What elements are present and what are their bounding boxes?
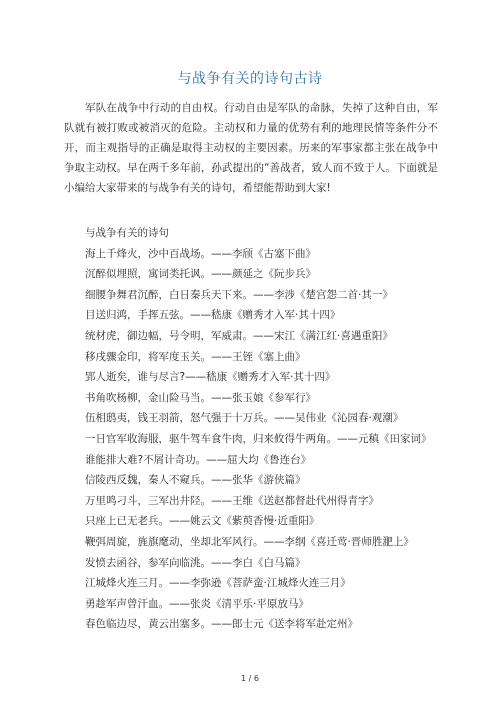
list-item: 发愤去函谷，参军向临洮。——李白《白马篇》 [85, 556, 306, 569]
list-item: 谁能排大难?不屑计奇功。——屈大均《鲁连台》 [85, 453, 312, 466]
list-item: 海上千烽火，沙中百战场。——李颀《古塞下曲》 [85, 247, 316, 260]
list-item: 沉醉似埋照，寓词类托讽。——颜延之《阮步兵》 [85, 268, 316, 281]
list-item: 信陵西反魏，秦人不窥兵。——张华《游侠篇》 [85, 474, 306, 487]
list-item: 只座上已无老兵。——姚云文《紫萸香慢·近重阳》 [85, 515, 320, 528]
list-item: 统材虎，御边幅，号令明，军威肃。——宋江《满江红·喜遇重阳》 [85, 329, 393, 342]
list-item: 伍相鸱夷，钱王羽箭，怒气强于十万兵。——吴伟业《沁园春·观潮》 [85, 412, 404, 425]
list-item: 移戌骤金印，将军度玉关。——王铚《塞上曲》 [85, 350, 306, 363]
list-item: 细腰争舞君沉醉，白日秦兵天下来。——李涉《楚宫怨二首·其一》 [85, 288, 393, 301]
intro-paragraph: 军队在战争中行动的自由权。行动自由是军队的命脉，失掉了这种自由，军队就有被打败或被消灭的危险。主动权和力量的优势有利的地理民情等条件分不开，而主观指导的正确是取得主动权的主要因素。历来的军事家都主张在战争中争取主动权。早在两千多年前，孙武提出的“善战者，致人而不致于人。下面就是小编给大家带来的与战争有关的诗句，希望能帮助到大家! [64, 102, 438, 194]
page-title: 与战争有关的诗句古诗 [177, 71, 323, 87]
list-item: 一日官军收海服，驱牛驾车食牛肉，归来攸得牛两角。——元稹《田家词》 [85, 432, 432, 445]
list-item: 万里鸣刁斗，三军出井陉。——王维《送赵都督赴代州得青字》 [85, 494, 379, 507]
poem-lines [64, 223, 442, 635]
list-item: 与战争有关的诗句 [85, 227, 169, 239]
list-item: 江城烽火连三月。——李弥逊《菩萨蛮·江城烽火连三月》 [85, 577, 351, 590]
list-item: 目送归鸿，手挥五弦。——嵇康《赠秀才入军·其十四》 [85, 309, 341, 322]
list-item: 郢人逝矣，谁与尽言?——嵇康《赠秀才入军·其十四》 [85, 371, 336, 384]
list-item: 书角吹杨柳，金山险马当。——张玉娘《参军行》 [85, 391, 316, 404]
list-item: 勇趁军声曾汗血。——张炎《清平乐·平原放马》 [85, 597, 309, 610]
list-item: 鞭弭周旋，旌旗麾动，坐却北军风行。——李纲《喜迁莺·晋师胜淝上》 [85, 535, 414, 548]
page-indicator: 1 / 6 [241, 674, 259, 683]
list-item: 春色临边尽，黄云出塞多。——郎士元《送李将军赴定州》 [85, 618, 358, 631]
